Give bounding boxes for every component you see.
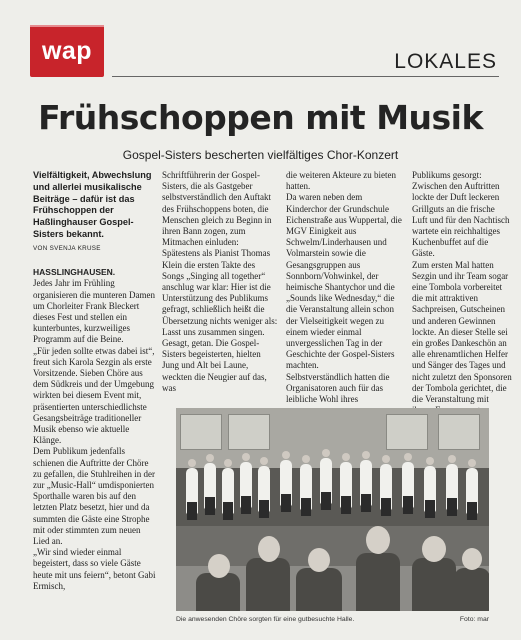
singer-figure (280, 460, 292, 506)
section-label: LOKALES (394, 50, 497, 73)
headline: Frühschoppen mit Musik (38, 98, 483, 137)
singer-figure (424, 466, 436, 512)
singer-figure (240, 462, 252, 508)
audience-head (308, 548, 330, 572)
section-divider (112, 76, 499, 77)
photo-caption: Die anwesenden Chöre sorgten für eine gutbesuchte Halle. (176, 616, 355, 623)
audience-head (366, 526, 390, 554)
article-column-2: Schriftführerin der Gospel-Sisters, die als Gastgeber selbstverständlich den Auftakt des Frühschoppens boten, die Menschen gleich zu Beginn in ihren Bann zogen, zum Mitmachen einluden: Spätestens als Pianist Thomas Klein die ersten Takte des Songs „Singing all together“ anschlug war klar: Hier ist die Unterstützung des Publikums gefragt, schließlich heißt die Übersetzung nichts weniger als: Lasst uns zusammen singen. Gesagt, getan. Die Gospel-Sisters begeisterten, hielten Jung und Alt bei Laune, weckten die Neugier auf das, was (162, 170, 278, 393)
audience-head (422, 536, 446, 562)
singer-figure (186, 468, 198, 514)
singer-figure (402, 462, 414, 508)
column-1-text: Jedes Jahr im Frühling organisieren die munteren Damen um Chorleiter Frank Bleckert dieses Fest und stellen ein kunterbuntes, kurzweiliges Programm auf die Beine. „Für jeden sollte etwas dabei ist“, freut sich Karola Sezgin als erste Vorsitzende. Sieben Chöre aus dem Südkreis und der Umgebung wirkten bei diesem Event mit, präsentierten unterschiedlichste Gesangsbeiträge traditioneller Musik ebenso wie aktuelle Klänge. Dem Publikum jedenfalls schienen die Auftritte der Chöre zu gefallen, die Stuhlreihen in der zur „Music-Hall“ umdisponierten Sporthalle waren bis auf den letzten Platz besetzt, hier und da summten die Gäste eine Strophe mit oder stimmten zum neuen Lied an. „Wir sind wieder einmal begeistert, dass so viele Gäste heute mit uns feiern“, betont Gabi Ermisch, (33, 278, 156, 591)
photo-credit: Foto: mar (459, 616, 489, 623)
dateline: HASSLINGHAUSEN. (33, 267, 116, 278)
article-column-1 (33, 256, 157, 592)
audience-figure (196, 573, 240, 611)
singer-figure (360, 460, 372, 506)
singer-figure (466, 468, 478, 514)
photo-window (228, 414, 270, 450)
singer-figure (320, 458, 332, 504)
audience-figure (296, 568, 342, 611)
teaser: Vielfältigkeit, Abwechslung und allerlei musikalische Beiträge – dafür ist das Frühschoppen der Haßlinghauser Gospel-Sisters bekannt. (33, 170, 152, 239)
audience-head (258, 536, 280, 562)
byline: VON SVENJA KRUSE (33, 245, 101, 252)
singer-figure (380, 464, 392, 510)
choir-photo (176, 408, 489, 611)
singer-figure (300, 464, 312, 510)
photo-window (438, 414, 480, 450)
newspaper-logo: wap (30, 25, 104, 77)
singer-figure (204, 463, 216, 509)
singer-figure (222, 468, 234, 514)
audience-head (462, 548, 482, 570)
singer-figure (258, 466, 270, 512)
photo-window (180, 414, 222, 450)
photo-window (386, 414, 428, 450)
audience-head (208, 554, 230, 578)
article-column-4: Publikums gesorgt: Zwischen den Auftritten lockte der Duft leckeren Grillguts an die frische Luft und für den Nachtisch wartete ein reichhaltiges Kuchenbuffet auf die Gäste. Zum ersten Mal hatten Sezgin und ihr Team sogar eine Tombola vorbereitet die mit attraktiven Sachpreisen, Gutscheinen und anderen Gewinnen lockte. An dieser Stelle sei ein großes Dankeschön an alle ehrenamtlichen Helfer und Sänger des Tages und nicht zuletzt den Sponsoren der Tombola gerichtet, die die Veranstaltung mit (412, 170, 512, 405)
singer-figure (340, 462, 352, 508)
audience-figure (356, 553, 400, 611)
singer-figure (446, 464, 458, 510)
article-column-3: die weiteren Akteure zu bieten hatten. Da waren neben dem Kinderchor der Grundschule Eichenstraße aus Wuppertal, die MGV Einigkeit aus Schwelm/Linderhausen und Volmarstein sowie die Gesangsgruppen aus Sonnborn/Vohwinkel, der heimische Shantychor und die „Sounds like Wednesday,“ die die Veranstaltung allein schon der Vielseitigkeit wegen zu einem wieder einmal unvergesslichen Tag in der Geschichte der Gospel-Sisters machten. Selbstverständlich hatten die Organisatoren auch für das leibliche Wohl ihres (286, 170, 402, 405)
subheadline: Gospel-Sisters bescherten vielfältiges Chor-Konzert (122, 148, 399, 162)
audience-figure (246, 558, 290, 611)
audience-figure (412, 558, 456, 611)
audience-figure (454, 568, 489, 611)
